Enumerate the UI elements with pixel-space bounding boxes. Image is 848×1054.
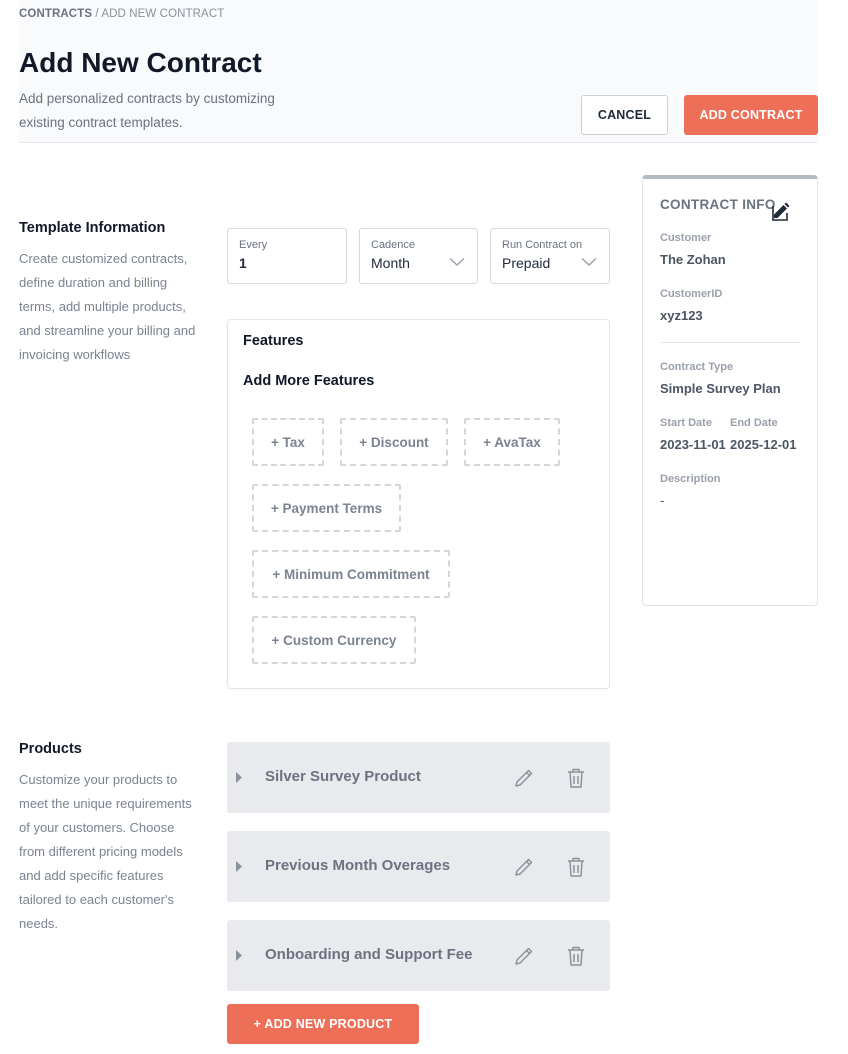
info-divider bbox=[660, 342, 800, 343]
product-name: Previous Month Overages bbox=[265, 857, 451, 874]
contract-info-card bbox=[642, 175, 818, 606]
add-tax-button[interactable]: + Tax bbox=[252, 418, 324, 466]
every-field[interactable] bbox=[227, 228, 347, 284]
trash-icon[interactable] bbox=[566, 856, 586, 878]
chevron-down-icon bbox=[449, 257, 465, 267]
cadence-value: Month bbox=[371, 255, 410, 271]
add-custom-currency-button[interactable]: + Custom Currency bbox=[252, 616, 416, 664]
breadcrumb-contracts[interactable]: CONTRACTS bbox=[19, 8, 93, 20]
page-title: Add New Contract bbox=[19, 47, 262, 78]
edit-icon[interactable] bbox=[513, 945, 535, 967]
run-contract-label: Run Contract on bbox=[502, 239, 583, 251]
breadcrumb-current: ADD NEW CONTRACT bbox=[101, 8, 225, 20]
products-section-title: Products bbox=[19, 741, 82, 757]
edit-icon[interactable] bbox=[513, 767, 535, 789]
cadence-label: Cadence bbox=[371, 239, 416, 251]
every-input[interactable]: 1 bbox=[239, 255, 247, 271]
caret-right-icon[interactable] bbox=[235, 950, 243, 961]
add-new-product-button[interactable]: + ADD NEW PRODUCT bbox=[227, 1004, 419, 1044]
product-name: Silver Survey Product bbox=[265, 768, 421, 785]
customer-value: The Zohan bbox=[660, 252, 726, 267]
contract-type-label: Contract Type bbox=[660, 361, 734, 373]
cadence-select[interactable] bbox=[359, 228, 478, 284]
features-title: Features bbox=[243, 333, 304, 349]
caret-right-icon[interactable] bbox=[235, 861, 243, 872]
edit-icon[interactable] bbox=[513, 856, 535, 878]
description-label: Description bbox=[660, 473, 721, 485]
description-value: - bbox=[660, 493, 665, 508]
products-section-description: Customize your products to meet the unique requirements of your customers. Choose from different pricing models and add specific features tailored to each customer's needs. bbox=[19, 772, 192, 931]
chevron-down-icon bbox=[581, 257, 597, 267]
contract-type-value: Simple Survey Plan bbox=[660, 381, 781, 396]
end-date-value: 2025-12-01 bbox=[730, 437, 797, 452]
add-payment-terms-button[interactable]: + Payment Terms bbox=[252, 484, 401, 532]
breadcrumb bbox=[19, 8, 224, 20]
product-row[interactable] bbox=[227, 831, 610, 902]
customer-id-label: CustomerID bbox=[660, 288, 723, 300]
contract-info-title: CONTRACT INFO bbox=[660, 197, 776, 212]
run-contract-select[interactable] bbox=[490, 228, 610, 284]
features-card bbox=[227, 319, 610, 689]
product-name: Onboarding and Support Fee bbox=[265, 946, 473, 963]
add-contract-button[interactable]: ADD CONTRACT bbox=[684, 95, 818, 135]
product-row[interactable] bbox=[227, 920, 610, 991]
template-section-title: Template Information bbox=[19, 220, 166, 236]
add-discount-button[interactable]: + Discount bbox=[340, 418, 448, 466]
breadcrumb-separator: / bbox=[92, 8, 102, 20]
product-row[interactable] bbox=[227, 742, 610, 813]
every-label: Every bbox=[239, 239, 268, 251]
add-more-features-title: Add More Features bbox=[243, 373, 375, 389]
run-contract-value: Prepaid bbox=[502, 255, 551, 271]
customer-id-value: xyz123 bbox=[660, 308, 703, 323]
end-date-label: End Date bbox=[730, 417, 778, 429]
start-date-value: 2023-11-01 bbox=[660, 437, 726, 452]
trash-icon[interactable] bbox=[566, 945, 586, 967]
template-section-description: Create customized contracts, define duration and billing terms, add multiple products, and streamline your billing and invoicing workflows bbox=[19, 251, 196, 362]
caret-right-icon[interactable] bbox=[235, 772, 243, 783]
add-avatax-button[interactable]: + AvaTax bbox=[464, 418, 560, 466]
trash-icon[interactable] bbox=[566, 767, 586, 789]
dates-row bbox=[660, 437, 800, 455]
customer-label: Customer bbox=[660, 232, 712, 244]
add-minimum-commitment-button[interactable]: + Minimum Commitment bbox=[252, 550, 450, 598]
cancel-button[interactable]: CANCEL bbox=[581, 95, 668, 135]
edit-icon[interactable] bbox=[771, 201, 791, 221]
page-subtitle: Add personalized contracts by customizing existing contract templates. bbox=[19, 91, 275, 130]
start-date-label: Start Date bbox=[660, 417, 712, 429]
